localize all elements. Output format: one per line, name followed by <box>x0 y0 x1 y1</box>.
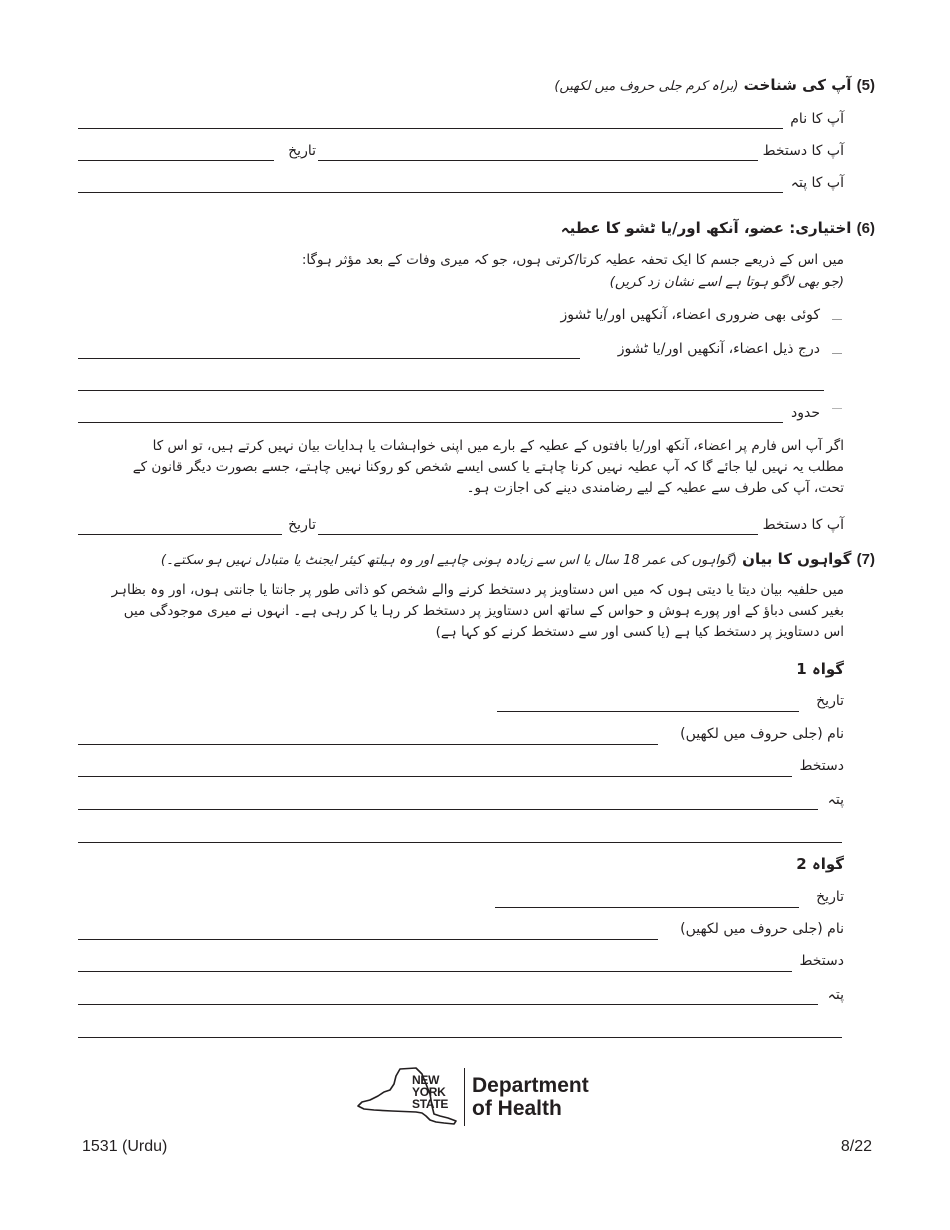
logo-divider <box>464 1068 465 1126</box>
section-title: آپ کی شناخت <box>743 76 852 94</box>
witness-1-signature-label: دستخط <box>799 758 844 774</box>
section-6-heading <box>561 219 875 237</box>
donation-date-label: تاریخ <box>288 517 316 533</box>
witness-1-date-field[interactable] <box>497 711 799 712</box>
following-organs-field[interactable] <box>78 358 580 359</box>
witness-1-address-field[interactable] <box>78 809 818 810</box>
section-number: (7) <box>856 551 875 568</box>
nys-doh-logo <box>356 1066 596 1130</box>
following-organs-field-2[interactable] <box>78 390 824 391</box>
witness-1-date-label: تاریخ <box>816 693 844 709</box>
witness-paragraph: میں حلفیہ بیان دیتا یا دیتی ہوں کہ میں اس دستاویز پر دستخط کرنے والے شخص کو ذاتی طور پر جانتا یا جانتی ہوں، اور وہ بظاہر بغیر کسی دباؤ کے اور پورے ہوش و حواس کے ساتھ اس دستاویز پر دستخط کر رہا یا کر رہی ہے۔ انہوں نے میری موجودگی میں اس دستاویز پر دستخط کیا ہے (یا کسی اور سے دستخط کرنے کو کہا ہے) <box>111 582 844 640</box>
donation-date-field[interactable] <box>78 534 282 535</box>
option-following-organs: درج ذیل اعضاء، آنکھیں اور/یا ٹشوز <box>617 341 820 357</box>
witness-2-date-label: تاریخ <box>816 889 844 905</box>
donation-paragraph: اگر آپ اس فارم پر اعضاء، آنکھ اور/یا بافتوں کے عطیہ کے بارے میں اپنی خواہشات یا ہدایات بیان نہیں کرتے ہیں، تو اس کا مطلب یہ نہیں لیا جائے گا کہ آپ عطیہ نہیں کرنا چاہتے یا کسی ایسے شخص کو روکنا نہیں چاہتے، جسے بصورت دیگر قانون کے تحت، آپ کی طرف سے عطیہ کے لیے رضامندی دینے کی اجازت ہو۔ <box>132 438 844 496</box>
form-revision: 8/22 <box>840 1138 872 1155</box>
name-label: آپ کا نام <box>790 111 844 127</box>
witness-1-signature-field[interactable] <box>78 776 792 777</box>
witness-1-name-label: نام (جلی حروف میں لکھیں) <box>680 726 844 742</box>
witness-1-address-field-2[interactable] <box>78 842 842 843</box>
address-label: آپ کا پتہ <box>790 175 844 191</box>
section-note: (گواہوں کی عمر 18 سال یا اس سے زیادہ ہونی چاہیے اور وہ ہیلتھ کیئر ایجنٹ یا متبادل نہیں ہو سکتے۔) <box>160 553 737 568</box>
form-id: 1531 (Urdu) <box>82 1138 168 1155</box>
checkbox-any-organs[interactable] <box>832 316 842 320</box>
witness-2-name-field[interactable] <box>78 939 658 940</box>
witness-2-title: گواہ 2 <box>796 855 844 873</box>
option-any-organs: کوئی بھی ضروری اعضاء، آنکھیں اور/یا ٹشوز <box>560 307 820 323</box>
witness-2-signature-label: دستخط <box>799 953 844 969</box>
nys-line-york: YORK <box>412 1085 446 1099</box>
option-limits: حدود <box>791 405 820 421</box>
witness-2-signature-field[interactable] <box>78 971 792 972</box>
witness-2-address-label: پتہ <box>827 987 844 1003</box>
witness-2-address-field[interactable] <box>78 1004 818 1005</box>
section-5-heading <box>554 76 875 94</box>
date-field[interactable] <box>78 160 274 161</box>
checkbox-following-organs[interactable] <box>832 350 842 354</box>
donation-intro: میں اس کے ذریعے جسم کا ایک تحفہ عطیہ کرتا/کرتی ہوں، جو کہ میری وفات کے بعد مؤثر ہوگا: <box>301 252 844 268</box>
department-line-2: of Health <box>472 1097 562 1120</box>
witness-1-title: گواہ 1 <box>796 660 844 678</box>
date-label: تاریخ <box>288 143 316 159</box>
name-field[interactable] <box>78 128 783 129</box>
section-title: اختیاری: عضو، آنکھ اور/یا ٹشو کا عطیہ <box>560 219 852 237</box>
witness-1-address-label: پتہ <box>827 792 844 808</box>
witness-2-date-field[interactable] <box>495 907 799 908</box>
checkbox-limits[interactable] <box>832 408 842 411</box>
section-number: (6) <box>856 220 875 237</box>
witness-2-name-label: نام (جلی حروف میں لکھیں) <box>680 921 844 937</box>
nys-text <box>412 1074 448 1110</box>
donation-instruction: (جو بھی لاگو ہوتا ہے اسے نشان زد کریں) <box>609 274 844 290</box>
nys-line-state: STATE <box>412 1097 449 1111</box>
witness-1-name-field[interactable] <box>78 744 658 745</box>
department-name <box>472 1074 589 1120</box>
section-number: (5) <box>856 77 875 94</box>
witness-2-address-field-2[interactable] <box>78 1037 842 1038</box>
department-line-1: Department <box>472 1074 589 1097</box>
nys-line-new: NEW <box>412 1073 440 1087</box>
limits-field[interactable] <box>78 422 783 423</box>
section-note: (براہ کرم جلی حروف میں لکھیں) <box>554 79 739 94</box>
donation-signature-field[interactable] <box>318 534 758 535</box>
donation-signature-label: آپ کا دستخط <box>762 517 844 533</box>
section-7-heading <box>161 550 875 568</box>
signature-label: آپ کا دستخط <box>762 143 844 159</box>
address-field[interactable] <box>78 192 783 193</box>
section-title: گواہوں کا بیان <box>742 550 852 568</box>
signature-field[interactable] <box>318 160 758 161</box>
